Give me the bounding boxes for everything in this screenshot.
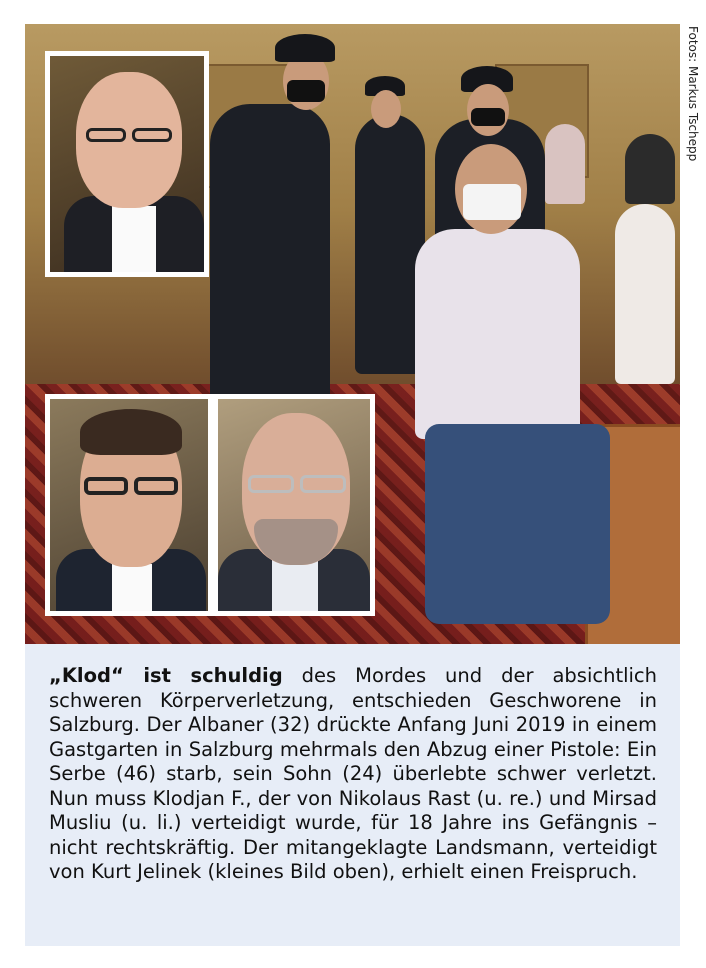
glasses-icon (84, 477, 128, 495)
spectator-figure (625, 134, 675, 204)
glasses-icon (86, 128, 126, 142)
photo-credit: Fotos: Markus Tschepp (686, 26, 700, 162)
inset-photo-rast (213, 394, 375, 616)
defendant-legs (425, 424, 610, 624)
spectator-figure (545, 124, 585, 204)
caption-box (25, 644, 680, 946)
inset-photo-jelinek (45, 51, 209, 277)
shirt (112, 206, 156, 272)
officer-face (371, 90, 401, 128)
caption-body: des Mordes und der absichtlich schweren Körperverletzung, entschieden Geschworene in Salzburg. Der Albaner (32) drückte Anfang Juni 2019 in einem Gastgarten in Salzburg mehrmals den Abzug einer Pistole: Ein Serbe (46) starb, sein Sohn (24) überlebte schwer verletzt. Nun muss Klodjan F., der von Nikolaus Rast (u. re.) und Mirsad Musliu (u. li.) verteidigt wurde, für 18 Jahre ins Gefängnis – nicht rechtskräftig. Der mitangeklagte Landsmann, verteidigt von Kurt Jelinek (kleines Bild oben), erhielt einen Freispruch. (49, 664, 657, 883)
defendant-mask (463, 184, 521, 220)
shirt (272, 559, 318, 611)
glasses-icon (134, 477, 178, 495)
shirt (112, 564, 152, 611)
officer-cap (275, 34, 335, 62)
caption-lead: „Klod“ ist schuldig (49, 664, 283, 687)
caption-text (49, 664, 657, 885)
courtroom-photo (25, 24, 680, 644)
glasses-icon (248, 475, 294, 493)
defendant-figure (415, 229, 580, 439)
officer-mask (471, 108, 505, 126)
glasses-icon (300, 475, 346, 493)
spectator-figure (615, 204, 675, 384)
officer-mask (287, 80, 325, 102)
glasses-icon (132, 128, 172, 142)
inset-photo-musliu (45, 394, 213, 616)
hair (80, 409, 182, 455)
